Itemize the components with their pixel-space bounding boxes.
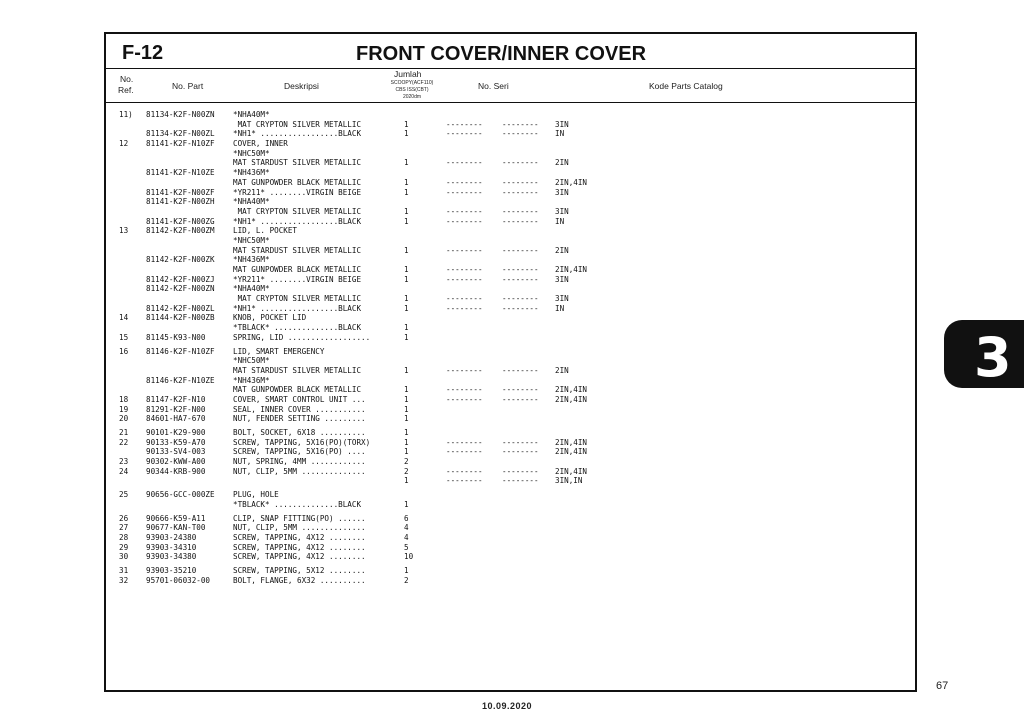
ref-no: 29 xyxy=(119,542,129,552)
part-no: 81142-K2F-N00ZJ xyxy=(146,274,215,284)
quantity: 4 xyxy=(404,532,409,542)
quantity: 1 xyxy=(404,265,409,274)
description: *NH1* .................BLACK xyxy=(233,216,362,226)
description: MAT CRYPTON SILVER METALLIC xyxy=(233,294,362,304)
description: *YR211* ........VIRGIN BEIGE xyxy=(233,187,362,197)
col-header-qty-sub2: CBS ISS(CBT) xyxy=(395,87,429,93)
serial-to: -------- xyxy=(502,385,539,395)
part-no: 81142-K2F-N00ZN xyxy=(146,284,215,294)
description: LID, L. POCKET xyxy=(233,226,298,236)
ref-no: 32 xyxy=(119,575,129,585)
description: *NHC50M* xyxy=(233,235,270,245)
catalog-code: 2IN xyxy=(555,365,569,375)
quantity: 1 xyxy=(404,385,409,395)
part-no: 90677-KAN-T00 xyxy=(146,523,206,533)
ref-no: 31 xyxy=(119,565,129,575)
ref-no: 23 xyxy=(119,457,129,467)
quantity: 2 xyxy=(404,457,409,467)
ref-no: 27 xyxy=(119,523,129,533)
catalog-code: 2IN,4IN xyxy=(555,394,588,404)
description: LID, SMART EMERGENCY xyxy=(233,346,325,356)
description: *NH1* .................BLACK xyxy=(233,303,362,313)
quantity: 1 xyxy=(404,323,409,333)
serial-to: -------- xyxy=(502,216,539,226)
catalog-code: 3IN xyxy=(555,294,569,304)
col-header-qty: Jumlah xyxy=(394,69,422,79)
description: BOLT, FLANGE, 6X32 .......... xyxy=(233,575,366,585)
serial-from: -------- xyxy=(446,187,483,197)
catalog-code: 2IN,4IN xyxy=(555,447,588,457)
serial-from: -------- xyxy=(446,265,483,274)
description: *NH436M* xyxy=(233,375,270,385)
print-date: 10.09.2020 xyxy=(482,701,533,711)
description: NUT, FENDER SETTING ......... xyxy=(233,414,366,424)
quantity: 1 xyxy=(404,565,409,575)
ref-no: 19 xyxy=(119,404,129,414)
quantity: 1 xyxy=(404,303,409,313)
quantity: 1 xyxy=(404,332,409,342)
description: *NH1* .................BLACK xyxy=(233,129,362,139)
quantity: 1 xyxy=(404,187,409,197)
serial-from: -------- xyxy=(446,394,483,404)
header-divider xyxy=(106,68,915,69)
serial-to: -------- xyxy=(502,187,539,197)
part-no: 90133-SV4-003 xyxy=(146,447,206,457)
serial-from: -------- xyxy=(446,365,483,375)
ref-no: 14 xyxy=(119,313,129,323)
description: SCREW, TAPPING, 5X16(PO)(TORX) xyxy=(233,437,371,447)
ref-no: 25 xyxy=(119,490,129,500)
quantity: 4 xyxy=(404,523,409,533)
description: *TBLACK* ..............BLACK xyxy=(233,323,362,333)
col-header-qty-sub1: SCOOPY(ACF110) xyxy=(390,80,434,86)
catalog-code: 3IN xyxy=(555,274,569,284)
description: NUT, SPRING, 4MM ............ xyxy=(233,457,366,467)
ref-no: 13 xyxy=(119,226,129,236)
part-no: 81144-K2F-N00ZB xyxy=(146,313,215,323)
part-no: 81142-K2F-N00ZK xyxy=(146,255,215,265)
ref-no: 30 xyxy=(119,552,129,562)
quantity: 1 xyxy=(404,365,409,375)
ref-no: 24 xyxy=(119,466,129,476)
quantity: 1 xyxy=(404,394,409,404)
description: MAT CRYPTON SILVER METALLIC xyxy=(233,206,362,216)
description: *NHA40M* xyxy=(233,284,270,294)
quantity: 1 xyxy=(404,245,409,255)
col-header-desc: Deskripsi xyxy=(284,81,319,91)
description: MAT GUNPOWDER BLACK METALLIC xyxy=(233,177,362,187)
catalog-code: 2IN xyxy=(555,158,569,168)
part-no: 81141-K2F-N00ZH xyxy=(146,197,215,207)
part-no: 93903-34380 xyxy=(146,552,197,562)
section-tab-number: 3 xyxy=(974,326,1012,389)
description: SPRING, LID .................. xyxy=(233,332,371,342)
serial-from: -------- xyxy=(446,177,483,187)
serial-from: -------- xyxy=(446,294,483,304)
quantity: 1 xyxy=(404,206,409,216)
serial-from: -------- xyxy=(446,129,483,139)
catalog-code: 3IN,IN xyxy=(555,476,583,486)
description: SCREW, TAPPING, 5X12 ........ xyxy=(233,565,366,575)
description: *NHC50M* xyxy=(233,148,270,158)
description: PLUG, HOLE xyxy=(233,490,279,500)
serial-from: -------- xyxy=(446,466,483,476)
part-no: 90344-KRB-900 xyxy=(146,466,206,476)
ref-no: 11) xyxy=(119,110,133,119)
parts-table-frame xyxy=(104,32,917,692)
serial-from: -------- xyxy=(446,437,483,447)
serial-to: -------- xyxy=(502,206,539,216)
serial-to: -------- xyxy=(502,177,539,187)
description: SCREW, TAPPING, 4X12 ........ xyxy=(233,532,366,542)
description: MAT STARDUST SILVER METALLIC xyxy=(233,158,362,168)
part-no: 81291-K2F-N00 xyxy=(146,404,206,414)
part-no: 90656-GCC-000ZE xyxy=(146,490,215,500)
serial-from: -------- xyxy=(446,245,483,255)
quantity: 1 xyxy=(404,499,409,509)
quantity: 1 xyxy=(404,404,409,414)
description: MAT CRYPTON SILVER METALLIC xyxy=(233,119,362,129)
page-number: 67 xyxy=(936,680,949,692)
part-no: 81146-K2F-N10ZF xyxy=(146,346,215,356)
serial-to: -------- xyxy=(502,476,539,486)
quantity: 10 xyxy=(404,552,414,562)
description: CLIP, SNAP FITTING(PO) ...... xyxy=(233,513,366,523)
quantity: 1 xyxy=(404,216,409,226)
serial-to: -------- xyxy=(502,394,539,404)
part-no: 93903-35210 xyxy=(146,565,197,575)
catalog-code: IN xyxy=(555,303,565,313)
part-no: 93903-34310 xyxy=(146,542,197,552)
serial-from: -------- xyxy=(446,158,483,168)
catalog-code: 2IN,4IN xyxy=(555,385,588,395)
description: SCREW, TAPPING, 5X16(PO) .... xyxy=(233,447,366,457)
description: COVER, SMART CONTROL UNIT ... xyxy=(233,394,366,404)
part-no: 81141-K2F-N00ZF xyxy=(146,187,215,197)
part-no: 81141-K2F-N10ZE xyxy=(146,168,215,178)
serial-to: -------- xyxy=(502,129,539,139)
quantity: 1 xyxy=(404,437,409,447)
ref-no: 18 xyxy=(119,394,129,404)
ref-no: 26 xyxy=(119,513,129,523)
part-no: 93903-24380 xyxy=(146,532,197,542)
part-no: 81142-K2F-N00ZM xyxy=(146,226,215,236)
serial-to: -------- xyxy=(502,437,539,447)
part-no: 90101-K29-900 xyxy=(146,428,206,437)
part-no: 81147-K2F-N10 xyxy=(146,394,206,404)
serial-to: -------- xyxy=(502,274,539,284)
description: BOLT, SOCKET, 6X18 .......... xyxy=(233,428,366,437)
col-header-serial: No. Seri xyxy=(478,81,509,91)
catalog-code: IN xyxy=(555,129,565,139)
part-no: 84601-HA7-670 xyxy=(146,414,206,424)
description: *NHA40M* xyxy=(233,197,270,207)
part-no: 81134-K2F-N00ZN xyxy=(146,110,215,119)
col-header-ref-2: Ref. xyxy=(118,85,134,95)
quantity: 1 xyxy=(404,294,409,304)
col-header-part: No. Part xyxy=(172,81,204,91)
description: *NH436M* xyxy=(233,255,270,265)
serial-from: -------- xyxy=(446,206,483,216)
serial-from: -------- xyxy=(446,274,483,284)
quantity: 5 xyxy=(404,542,409,552)
col-header-qty-sub3: 2020dm xyxy=(402,94,422,100)
col-header-ref-1: No. xyxy=(120,74,134,84)
quantity: 1 xyxy=(404,158,409,168)
part-no: 81134-K2F-N00ZL xyxy=(146,129,215,139)
serial-to: -------- xyxy=(502,265,539,274)
part-no: 81145-K93-N00 xyxy=(146,332,206,342)
ref-no: 15 xyxy=(119,332,129,342)
header-divider-bottom xyxy=(106,102,915,103)
description: NUT, CLIP, 5MM .............. xyxy=(233,466,366,476)
catalog-code: 2IN,4IN xyxy=(555,177,588,187)
catalog-code: 2IN,4IN xyxy=(555,437,588,447)
description: SCREW, TAPPING, 4X12 ........ xyxy=(233,542,366,552)
part-no: 90133-K59-A70 xyxy=(146,437,206,447)
description: *NH436M* xyxy=(233,168,270,178)
serial-from: -------- xyxy=(446,119,483,129)
ref-no: 20 xyxy=(119,414,129,424)
catalog-code: 3IN xyxy=(555,206,569,216)
col-header-catalog: Kode Parts Catalog xyxy=(649,81,723,91)
ref-no: 22 xyxy=(119,437,129,447)
catalog-code: 2IN,4IN xyxy=(555,265,588,274)
serial-from: -------- xyxy=(446,476,483,486)
section-tab xyxy=(944,320,1024,388)
quantity: 1 xyxy=(404,414,409,424)
description: KNOB, POCKET LID xyxy=(233,313,307,323)
quantity: 1 xyxy=(404,428,409,437)
catalog-code: 3IN xyxy=(555,187,569,197)
part-no: 81141-K2F-N10ZF xyxy=(146,139,215,149)
serial-from: -------- xyxy=(446,216,483,226)
ref-no: 16 xyxy=(119,346,129,356)
serial-to: -------- xyxy=(502,294,539,304)
quantity: 2 xyxy=(404,466,409,476)
page-code: F-12 xyxy=(122,42,164,64)
ref-no: 28 xyxy=(119,532,129,542)
description: MAT STARDUST SILVER METALLIC xyxy=(233,245,362,255)
ref-no: 12 xyxy=(119,139,129,149)
part-no: 90666-K59-A11 xyxy=(146,513,206,523)
description: MAT STARDUST SILVER METALLIC xyxy=(233,365,362,375)
catalog-code: 3IN xyxy=(555,119,569,129)
description: NUT, CLIP, 5MM .............. xyxy=(233,523,366,533)
quantity: 1 xyxy=(404,129,409,139)
description: SEAL, INNER COVER ........... xyxy=(233,404,366,414)
serial-from: -------- xyxy=(446,385,483,395)
description: *NHC50M* xyxy=(233,356,270,366)
serial-to: -------- xyxy=(502,119,539,129)
serial-to: -------- xyxy=(502,466,539,476)
part-no: 95701-06032-00 xyxy=(146,575,211,585)
ref-no: 21 xyxy=(119,428,129,437)
serial-from: -------- xyxy=(446,303,483,313)
part-no: 90302-KWW-A00 xyxy=(146,457,206,467)
page-title: FRONT COVER/INNER COVER xyxy=(356,43,647,65)
description: *NHA40M* xyxy=(233,110,270,119)
description: COVER, INNER xyxy=(233,139,288,149)
serial-to: -------- xyxy=(502,158,539,168)
serial-to: -------- xyxy=(502,303,539,313)
quantity: 1 xyxy=(404,177,409,187)
quantity: 1 xyxy=(404,119,409,129)
description: *YR211* ........VIRGIN BEIGE xyxy=(233,274,362,284)
serial-to: -------- xyxy=(502,245,539,255)
serial-to: -------- xyxy=(502,447,539,457)
part-no: 81142-K2F-N00ZL xyxy=(146,303,215,313)
description: MAT GUNPOWDER BLACK METALLIC xyxy=(233,385,362,395)
quantity: 1 xyxy=(404,476,409,486)
quantity: 1 xyxy=(404,447,409,457)
catalog-code: 2IN xyxy=(555,245,569,255)
description: *TBLACK* ..............BLACK xyxy=(233,499,362,509)
part-no: 81146-K2F-N10ZE xyxy=(146,375,215,385)
description: MAT GUNPOWDER BLACK METALLIC xyxy=(233,265,362,274)
quantity: 6 xyxy=(404,513,409,523)
catalog-code: IN xyxy=(555,216,565,226)
description: SCREW, TAPPING, 4X12 ........ xyxy=(233,552,366,562)
part-no: 81141-K2F-N00ZG xyxy=(146,216,215,226)
quantity: 2 xyxy=(404,575,409,585)
serial-from: -------- xyxy=(446,447,483,457)
serial-to: -------- xyxy=(502,365,539,375)
catalog-code: 2IN,4IN xyxy=(555,466,588,476)
quantity: 1 xyxy=(404,274,409,284)
